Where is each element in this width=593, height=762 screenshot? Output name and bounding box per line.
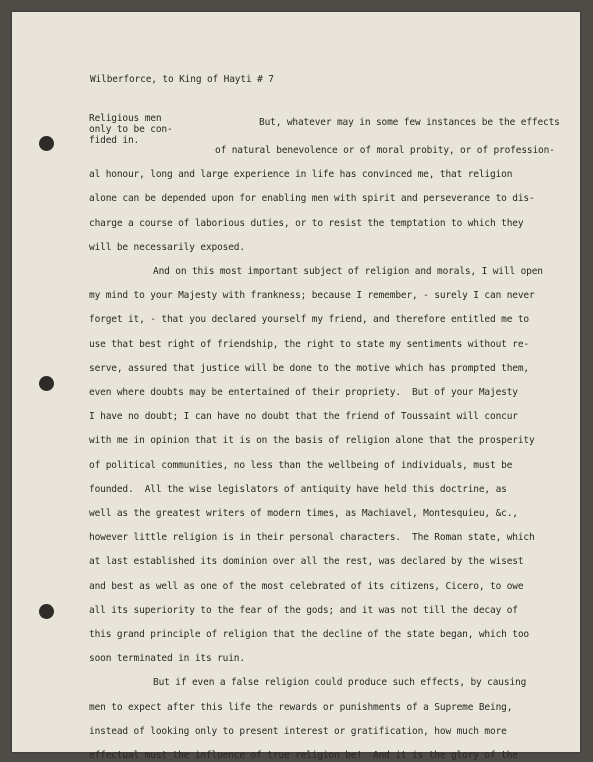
text-line: And on this most important subject of religion and morals, I will open (153, 266, 543, 277)
text-line: serve, assured that justice will be done to the motive which has prompted them, (89, 362, 529, 374)
text-line: I have no doubt; I can have no doubt that the friend of Toussaint will concur (89, 411, 518, 423)
text-line: effectual must the influence of true religion be! And it is the glory of the (89, 750, 518, 761)
text-line: however little religion is in their personal characters. The Roman state, which (89, 532, 535, 544)
text-line: all its superiority to the fear of the gods; and it was not till the decay of (89, 604, 518, 616)
text-line: al honour, long and large experience in life has convinced me, that religion (89, 169, 513, 181)
text-line: at last established its dominion over all the rest, was declared by the wisest (89, 556, 524, 568)
text-line: my mind to your Majesty with frankness; because I remember, - surely I can never (89, 290, 535, 302)
margin-note-line: Religious men (89, 113, 162, 124)
text-line: men to expect after this life the rewards or punishments of a Supreme Being, (89, 701, 513, 713)
punch-hole (39, 604, 54, 619)
text-line: of natural benevolence or of moral probity, or of profession- (215, 145, 555, 156)
margin-note-line: fided in. (89, 135, 140, 146)
text-line: soon terminated in its ruin. (89, 653, 245, 665)
text-line: But if even a false religion could produce such effects, by causing (153, 677, 527, 689)
text-line: forget it, - that you declared yourself my friend, and therefore entitled me to (89, 314, 529, 326)
punch-hole (39, 136, 54, 151)
text-line: But, whatever may in some few instances be the effects (259, 117, 560, 128)
document-page (12, 12, 580, 761)
text-line: well as the greatest writers of modern times, as Machiavel, Montesquieu, &c., (89, 508, 518, 519)
punch-hole (39, 376, 54, 391)
text-line: use that best right of friendship, the right to state my sentiments without re- (89, 338, 529, 350)
margin-note-line: only to be con- (89, 124, 173, 135)
text-line: alone can be depended upon for enabling men with spirit and perseverance to dis- (89, 193, 535, 205)
text-line: even where doubts may be entertained of their propriety. But of your Majesty (89, 387, 518, 398)
text-line: this grand principle of religion that the decline of the state began, which too (89, 629, 529, 640)
text-line: with me in opinion that it is on the basis of religion alone that the prosperity (89, 435, 535, 447)
text-line: of political communities, no less than the wellbeing of individuals, must be (89, 459, 513, 471)
text-line: charge a course of laborious duties, or to resist the temptation to which they (89, 217, 524, 229)
text-line: founded. All the wise legislators of antiquity have held this doctrine, as (89, 483, 507, 495)
text-line: and best as well as one of the most celebrated of its citizens, Cicero, to owe (89, 580, 524, 592)
text-line: instead of looking only to present interest or gratification, how much more (89, 725, 507, 737)
document-heading: Wilberforce, to King of Hayti # 7 (90, 74, 274, 85)
text-line: will be necessarily exposed. (89, 241, 245, 253)
